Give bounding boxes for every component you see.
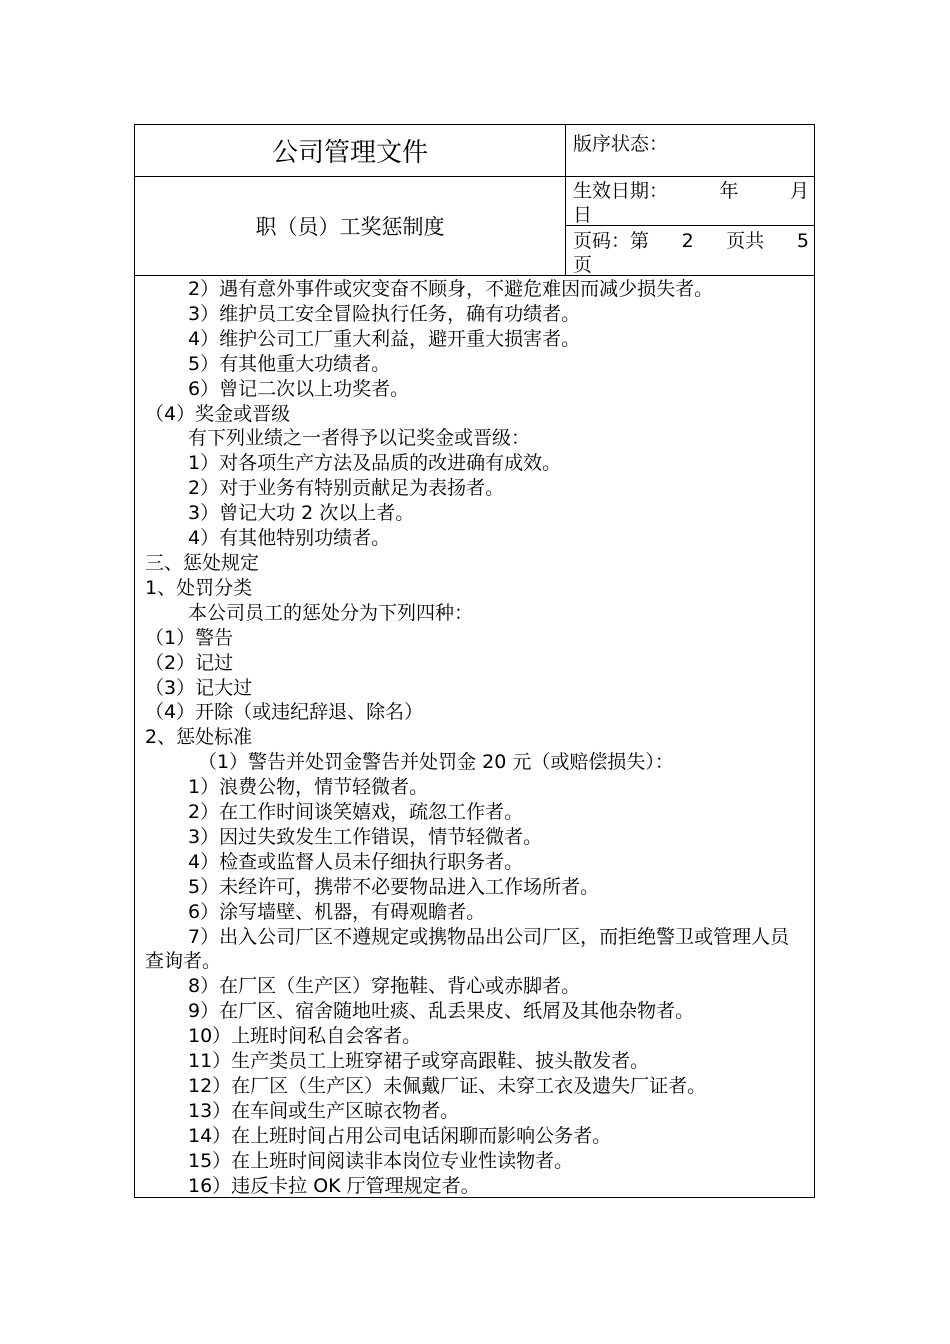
section-heading: 2、惩处标准 [145, 726, 253, 749]
body-line: 11）生产类员工上班穿裙子或穿高跟鞋、披头散发者。 [188, 1050, 650, 1073]
page-number: 2 [681, 230, 694, 252]
body-line: 6）曾记二次以上功奖者。 [188, 377, 410, 400]
effective-date-label: 生效日期： [573, 180, 669, 202]
document-header-table [134, 124, 815, 276]
body-line: 4）维护公司工厂重大利益，避开重大损害者。 [188, 327, 581, 350]
body-line: 9）在厂区、宿舍随地吐痰、乱丢果皮、纸屑及其他杂物者。 [188, 1000, 695, 1023]
body-line: 12）在厂区（生产区）未佩戴厂证、未穿工衣及遗失厂证者。 [188, 1075, 707, 1097]
effective-date [573, 179, 809, 227]
body-line: 1）对各项生产方法及品质的改进确有成效。 [188, 452, 562, 475]
body-line: 1）浪费公物，情节轻微者。 [188, 776, 429, 799]
body-line: 2）对于业务有特别贡献足为表扬者。 [188, 477, 505, 500]
body-line: 4）有其他特别功绩者。 [188, 527, 391, 550]
document-sub-title: 职（员）工奖惩制度 [255, 215, 445, 239]
body-line: 3）曾记大功 2 次以上者。 [188, 502, 415, 525]
effective-date-day: 日 [573, 204, 593, 226]
page-info-unit: 页 [573, 254, 593, 276]
body-line: 3）因过失致发生工作错误，情节轻微者。 [188, 825, 543, 848]
body-line: 14）在上班时间占用公司电话闲聊而影响公务者。 [188, 1124, 612, 1147]
version-status-label: 版序状态： [573, 133, 669, 155]
body-line: 8）在厂区（生产区）穿拖鞋、背心或赤脚者。 [188, 975, 581, 998]
body-line: 2）遇有意外事件或灾变奋不顾身，不避危难因而减少损失者。 [188, 278, 714, 300]
section-heading: 三、惩处规定 [145, 551, 260, 574]
page-total: 5 [796, 230, 809, 252]
document-body [134, 276, 815, 1198]
list-item: （3）记大过 [145, 676, 253, 699]
body-line: 5）未经许可，携带不必要物品进入工作场所者。 [188, 875, 600, 898]
effective-date-year: 年 [719, 180, 739, 202]
body-line: 本公司员工的惩处分为下列四种： [188, 601, 474, 624]
page-info [573, 229, 809, 277]
body-line: 16）违反卡拉 OK 厅管理规定者。 [188, 1174, 480, 1197]
body-line: 3）维护员工安全冒险执行任务，确有功绩者。 [188, 302, 581, 325]
body-line: 4）检查或监督人员未仔细执行职务者。 [188, 850, 524, 873]
section-heading: （4）奖金或晋级 [145, 402, 291, 425]
document-page [134, 124, 815, 1198]
page-total-label: 页共 [726, 230, 765, 252]
body-line: 5）有其他重大功绩者。 [188, 352, 391, 375]
list-item: （4）开除（或违纪辞退、除名） [145, 701, 424, 724]
body-line: 2）在工作时间谈笑嬉戏，疏忽工作者。 [188, 801, 524, 824]
body-line: 15）在上班时间阅读非本岗位专业性读物者。 [188, 1149, 574, 1172]
header-divider-vertical [565, 125, 566, 275]
document-main-title: 公司管理文件 [271, 138, 428, 168]
list-item: （1）警告 [145, 626, 234, 649]
body-line: 13）在车间或生产区晾衣物者。 [188, 1099, 460, 1122]
effective-date-month: 月 [789, 180, 809, 202]
body-line: 有下列业绩之一者得予以记奖金或晋级： [188, 427, 531, 450]
list-item: （2）记过 [145, 651, 234, 674]
body-line: 7）出入公司厂区不遵规定或携物品出公司厂区，而拒绝警卫或管理人员查询者。 [145, 925, 790, 973]
section-heading: （1）警告并处罚金警告并处罚金 20 元（或赔偿损失）： [198, 751, 674, 774]
section-heading: 1、处罚分类 [145, 576, 253, 599]
body-line: 6）涂写墙壁、机器，有碍观瞻者。 [188, 900, 486, 923]
page-info-label: 页码：第 [573, 230, 650, 252]
body-line: 10）上班时间私自会客者。 [188, 1025, 422, 1048]
